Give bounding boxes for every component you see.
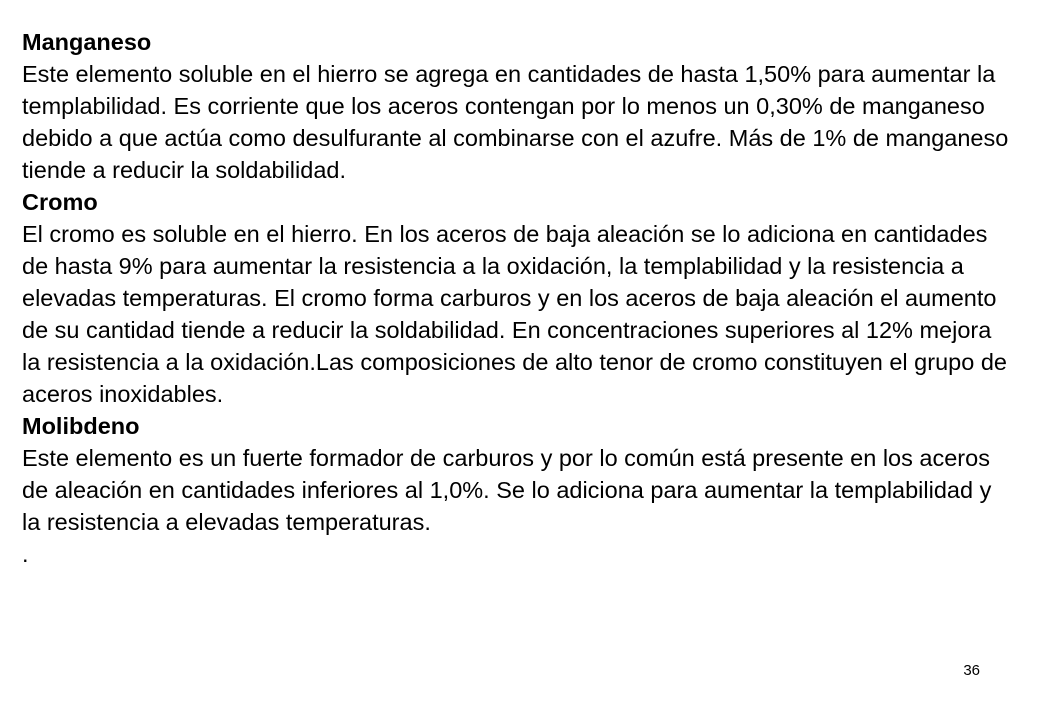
paragraph-manganeso: Este elemento soluble en el hierro se agrega en cantidades de hasta 1,50% para aumentar la templabilidad. Es corriente que los aceros contengan por lo menos un 0,30% de manganeso debido a que actúa como desulfurante al combinarse con el azufre. Más de 1% de manganeso tiende a reducir la soldabilidad. [22, 61, 1009, 183]
heading-molibdeno: Molibdeno [22, 413, 140, 439]
heading-manganeso: Manganeso [22, 29, 152, 55]
document-text [22, 26, 1012, 570]
page-number: 36 [963, 662, 980, 679]
paragraph-cromo: El cromo es soluble en el hierro. En los aceros de baja aleación se lo adiciona en cantidades de hasta 9% para aumentar la resistencia a la oxidación, la templabilidad y la resistencia a elevadas temperaturas. El cromo forma carburos y en los aceros de baja aleación el aumento de su cantidad tiende a reducir la soldabilidad. En concentraciones superiores al 12% mejora la resistencia a la oxidación.Las composiciones de alto tenor de cromo constituyen el grupo de aceros inoxidables. [22, 221, 1007, 407]
trailing-dot: . [22, 541, 29, 567]
paragraph-molibdeno: Este elemento es un fuerte formador de carburos y por lo común está presente en los aceros de aleación en cantidades inferiores al 1,0%. Se lo adiciona para aumentar la templabilidad y la resistencia a elevadas temperaturas. [22, 445, 992, 535]
heading-cromo: Cromo [22, 189, 98, 215]
